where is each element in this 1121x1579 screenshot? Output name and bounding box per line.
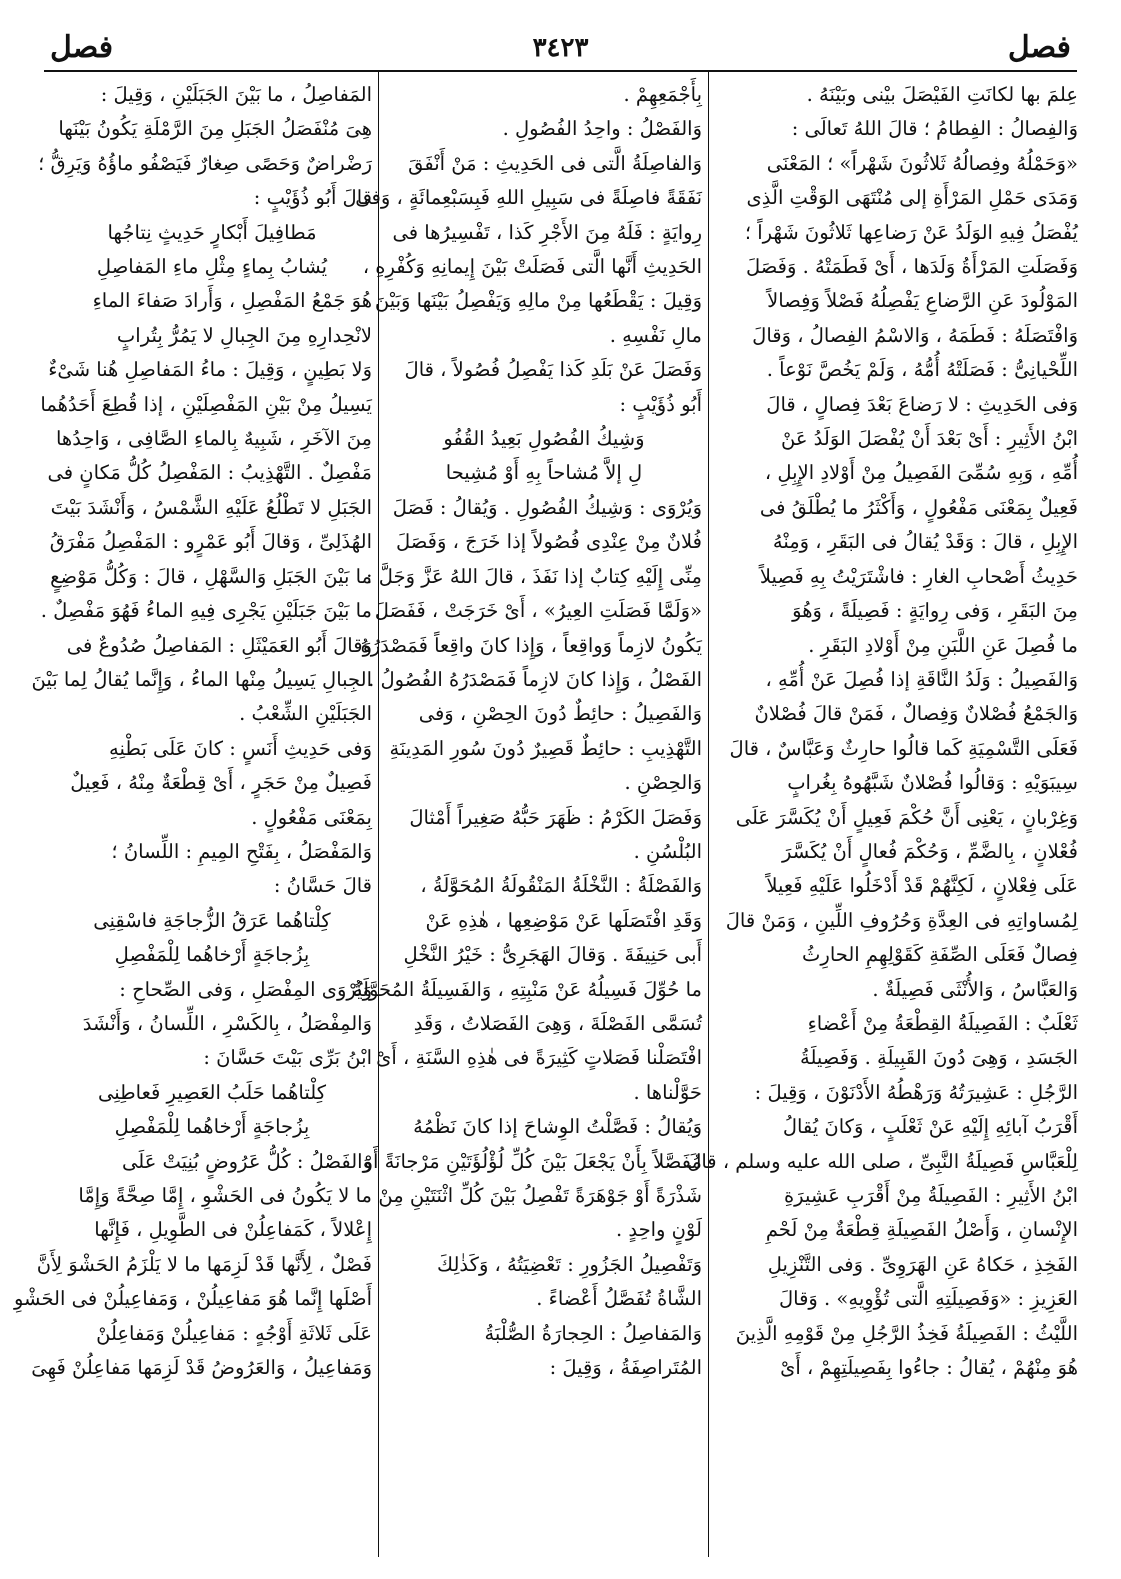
text-line: ابْنُ الأَثِيرِ : أَىْ بَعْدَ أَنْ يُفْصَلَ الوَلَدُ عَنْ <box>780 427 1078 451</box>
text-column-right <box>687 78 1078 1548</box>
text-line: فَصِيلٌ مِنْ حَجَرٍ ، أَىْ قِطْعَةٌ مِنْهُ ، فَعِيلٌ <box>70 771 372 795</box>
text-line: أَبُو ذُؤَيْبٍ : <box>619 392 702 416</box>
text-line: لِمُساواتِهِ فى العِدَّةِ وَحُرُوفِ اللِّينِ ، وَمَنْ قالَ <box>725 908 1078 932</box>
text-line: اللَّيْثُ : الفَصِيلَةُ فَخِذُ الرَّجُلِ مِنْ قَوْمِهِ الَّذِينَ <box>735 1321 1078 1345</box>
text-line: مُفَصَّلاً بِأَنْ يَجْعَلَ بَيْنَ كُلِّ لُؤْلُؤَتَيْنِ مَرْجانَةً أَوْ <box>363 1149 702 1173</box>
text-line: أَبى حَنِيفَةَ . وَقالَ الهَجَرِىُّ : خَيْرُ النَّخْلِ <box>403 943 702 967</box>
text-line: الإِنْسانِ ، وَأَصْلُ الفَصِيلَةِ قِطْعَةٌ مِنْ لَحْمِ <box>765 1218 1078 1242</box>
text-line: رَضْراضٌ وَحَصًى صِغارٌ فَيَصْفُو ماؤُهُ وَيَرِقُّ ؛ <box>38 151 372 175</box>
text-line: وَافْتَصَلَهُ : فَطَمَهُ ، وَالاسْمُ الفِصالُ ، وَقالَ <box>752 323 1078 347</box>
text-line: فَعِيلٌ بِمَعْنَى مَفْعُولٍ ، وَأَكْثَرُ ما يُطْلَقُ فى <box>759 495 1078 519</box>
text-line: وَيُقالُ : فَصَّلْتُ الوِشاحَ إذا كانَ نَظْمُهُ <box>413 1115 702 1139</box>
text-line: المُتَراصِفَةُ ، وَقِيلَ : <box>549 1356 702 1380</box>
text-line: وَالفاصِلَةُ الَّتى فى الحَدِيثِ : مَنْ أَنْفَقَ <box>408 151 702 175</box>
text-line: الفَصْلُ ، وَإِذا كانَ لازِماً فَمَصْدَرُهُ الفُصُولُ . <box>368 667 702 691</box>
text-line: إِعْلالاً ، كَمَفاعِلُنْ فى الطَّوِيلِ ، فَإِنَّها <box>94 1218 372 1242</box>
text-line: وَالفِصالُ : الفِطامُ ؛ قالَ اللهُ تَعالَى : <box>791 117 1078 141</box>
text-line: قالَ أَبُو ذُؤَيْبٍ : <box>253 186 372 210</box>
text-line: رِوايَةٍ : فَلَهُ مِنَ الأَجْرِ كَذا ، تَفْسِيرُها فى <box>392 220 702 244</box>
text-column-left <box>13 78 372 1548</box>
text-line: ما لا يَكُونُ فى الحَشْوِ ، إِمَّا صِحَّةً وَإِمَّا <box>78 1184 372 1207</box>
text-line: عَلَى فِعْلانٍ ، لَكِنَّهُمْ قَدْ أَدْخَلُوا عَلَيْهِ فَعِيلاً <box>766 874 1078 898</box>
text-line: مِنَ البَقَرِ ، وَفى رِوايَةٍ : فَصِيلَةً ، وَهُوَ <box>792 599 1078 623</box>
verse-line: بِزُجاجَةٍ أَرْخاهُما لِلْمَفْصِلِ <box>114 943 310 967</box>
text-line: عِلمَ بها لكانَتِ الفَيْصَلَ بيْنى وبَيْنَهُ . <box>806 83 1078 106</box>
text-line: افْتَصَلْنا فَصَلاتٍ كَثِيرَةً فى هٰذِهِ السَّنَةِ ، أَىْ <box>376 1046 702 1070</box>
text-line: وَفَصَلَ عَنْ بَلَدِ كَذا يَفْصِلُ فُصُولاً ، قالَ <box>404 358 702 382</box>
text-line: «وَحَمْلُهُ وفِصالُهُ ثَلاثُونَ شَهْراً» ؛ المَعْنَى <box>766 151 1078 175</box>
text-line: مِنِّى إِلَيْهِ كِتابٌ إذا نَفَذَ ، قالَ اللهُ عَزَّ وَجَلَّ : <box>366 564 702 588</box>
verse-line: لِ إلاَّ مُشاحاً بِهِ أَوْ مُشِيحا <box>445 461 643 485</box>
text-line: فُلانٌ مِنْ عِنْدِى فُصُولاً إذا خَرَجَ ، وَفَصَلَ <box>395 530 702 554</box>
text-line: وَالفَصِيلُ : وَلَدُ النَّاقَةِ إذا فُصِلَ عَنْ أُمِّهِ ، <box>765 667 1078 691</box>
text-line: لِلْعَبَّاسِ فَصِيلَةُ النَّبِىِّ ، صلى الله عليه وسلم ، قالَ <box>687 1149 1078 1173</box>
text-line: وَمَفاعِيلُ ، وَالعَرُوضُ قَدْ لَزِمَها مَفاعِلُنْ فَهِىَ <box>31 1356 372 1380</box>
text-line: العَزِيزِ : «وَفَصِيلَتِهِ الَّتى تُؤْوِيهِ» . وَقالَ <box>778 1287 1078 1311</box>
verse-line: وَشِيكُ الفُصُولِ بَعِيدُ القُفُو <box>443 427 645 451</box>
text-line: وَقِيلَ : يَقْطَعُها مِنْ مالِهِ وَيَفْصِلُ بَيْنَها وَبَيْنَ <box>374 289 702 313</box>
verse-line: بِزُجاجَةٍ أَرْخاهُما لِلْمَفْصِلِ <box>114 1115 310 1139</box>
text-line: المَوْلُودَ عَنِ الرَّضاعِ يَفْصِلُهُ فَصْلاً وَفِصالاً <box>767 289 1078 313</box>
text-line: وَفَصَلَتِ المَرْأَةُ وَلَدَها ، أَىْ فَطَمَتْهُ . وَفَصَلَ <box>745 255 1078 279</box>
text-line: لانْحِدارِهِ مِنَ الجِبالِ لا يَمُرُّ بِتُرابٍ <box>116 323 372 347</box>
text-line: وَالعَبَّاسُ ، وَالأُنْثَى فَصِيلَةٌ . <box>872 977 1078 1001</box>
text-line: بِأَجْمَعِهِمْ . <box>623 83 702 106</box>
text-line: البُلْسُنِ . <box>633 839 702 863</box>
text-line: يُفْصَلُ فِيهِ الوَلَدُ عَنْ رَضاعِها ثَلاثُونَ شَهْراً ؛ <box>744 220 1078 244</box>
text-line: وَمَدَى حَمْلِ المَرْأَةِ إلى مُنْتَهَى الوَقْتِ الَّذِى <box>746 186 1078 210</box>
header-entry-word-right: فصل <box>1007 30 1071 65</box>
text-line: تُسَمَّى الفَصْلَةَ ، وَهِىَ الفَصَلاتُ ، وَقَدِ <box>413 1011 702 1035</box>
text-line: الهُذَلِىِّ ، وَقالَ أَبُو عَمْرٍو : المَفْصِلُ مَفْرَقُ <box>49 530 372 554</box>
text-line: سِيبَوَيْهِ : وَقالُوا فُصْلانٌ شَبَّهُوهُ بِغُرابٍ <box>787 771 1078 795</box>
text-line: وَالمَفْصَلُ ، بِفَتْحِ المِيمِ : اللِّسانُ ؛ <box>111 839 372 863</box>
text-line: وَالفَصْلَةُ : النَّخْلَةُ المَنْقُولَةُ المُحَوَّلَةُ ، <box>420 874 702 898</box>
header-entry-word-left: فصل <box>50 30 114 65</box>
text-line: فُعْلانٍ ، بِالضَّمِّ ، وَحُكْمَ فُعالٍ أَنْ يُكَسَّرَ <box>781 839 1078 863</box>
text-line: الفَخِذِ ، حَكاهُ عَنِ الهَرَوِىِّ . وَفى التَّنْزِيلِ <box>767 1252 1078 1276</box>
verse-line: مَطافِيلَ أَبْكارٍ حَدِيثٍ نِتاجُها <box>107 220 317 244</box>
text-column-middle <box>352 78 702 1548</box>
text-line: يَكُونُ لازِماً وَواقِعاً ، وَإِذا كانَ واقِعاً فَمَصْدَرُهُ <box>360 633 702 657</box>
text-line: بِمَعْنَى مَفْعُولٍ . <box>251 805 372 829</box>
text-line: الجَبَلِ لا تَطْلُعُ عَلَيْهِ الشَّمْسُ ، وَأَنْشَدَ بَيْتَ <box>50 495 372 519</box>
text-line: «وَلَمَّا فَصَلَتِ العِيرُ» ، أَىْ خَرَجَتْ ، فَفَصَلَ <box>374 599 702 623</box>
text-line: أُمِّهِ ، وَبِهِ سُمِّىَ الفَصِيلُ مِنْ أَوْلادِ الإِبِلِ ، <box>764 461 1078 485</box>
text-line: وَلا بَطِينٍ ، وَقِيلَ : ماءُ المَفاصِلِ هُنا شَىْءٌ <box>48 358 372 382</box>
text-line: هُوَ مِنْهُمْ ، يُقالُ : جاءُوا بِفَصِيلَتِهِمْ ، أَىْ <box>780 1356 1078 1380</box>
page-number: ٣٤٢٣ <box>532 33 589 63</box>
text-line: مَفْصِلٌ . التَّهْذِيبُ : المَفْصِلُ كُلُّ مَكانٍ فى <box>47 461 372 485</box>
text-line: وَالجَمْعُ فُصْلانٌ وَفِصالٌ ، فَمَنْ قالَ فُصْلانٌ <box>754 702 1078 726</box>
text-line: وَقالَ أَبُو العَمَيْثَلِ : المَفاصِلُ صُدُوعٌ فى <box>66 633 372 657</box>
text-line: ما فُصِلَ عَنِ اللَّبَنِ مِنْ أَوْلادِ البَقَرِ . <box>808 633 1078 657</box>
text-line: نَفَقَةً فاصِلَةً فى سَبِيلِ اللهِ فَبِسَبْعِمائَةٍ ، وَفى <box>355 186 702 210</box>
verse-line: كِلْتاهُما حَلَبُ العَصِيرِ فَعاطِنِى <box>98 1080 326 1104</box>
text-line: الجَسَدِ ، وَهِىَ دُونَ القَبِيلَةِ . وَفَصِيلَةُ <box>800 1046 1078 1070</box>
column-divider <box>708 72 709 1557</box>
text-line: الحَدِيثِ أَنَّها الَّتى فَصَلَتْ بَيْنَ إِيمانِهِ وَكُفْرِهِ ، <box>362 255 702 279</box>
text-line: قالَ حَسَّانُ : <box>273 874 372 898</box>
text-line: الجِبالِ يَسِيلُ مِنْها الماءُ ، وَإِنَّما يُقالُ لِما بَيْنَ <box>31 667 372 691</box>
verse-line: يُشابُ بِماءٍ مِثْلِ ماءِ المَفاصِلِ <box>96 255 328 279</box>
text-line: وَفَصَلَ الكَرْمُ : ظَهَرَ حَبُّهُ صَغِيراً أَمْثالَ <box>409 805 702 829</box>
text-line: وَقَدِ افْتَصَلَها عَنْ مَوْضِعِها ، هٰذِهِ عَنْ <box>425 908 702 932</box>
text-line: وَيُرْوَى المِفْصَلِ ، وَفى الصِّحاحِ : <box>119 977 372 1001</box>
text-line: الشَّاةُ تُفَصَّلُ أَعْضاءً . <box>536 1287 702 1311</box>
text-line: ثَعْلَبٌ : الفَصِيلَةُ القِطْعَةُ مِنْ أَعْضاءِ <box>807 1011 1078 1035</box>
text-line: حَوَّلْناها . <box>633 1080 702 1104</box>
header-rule <box>44 70 1077 72</box>
text-line: وَالفَصْلُ : كُلُّ عَرُوضٍ بُنِيَتْ عَلَى <box>121 1149 372 1173</box>
text-line: التَّهْذِيبِ : حائِطٌ قَصِيرٌ دُونَ سُورِ المَدِينَةِ <box>389 736 702 760</box>
text-line: الجَبَلَيْنِ الشِّعْبُ . <box>239 702 372 726</box>
text-line: أَصْلَها إِنَّما هُوَ مَفاعِيلُنْ ، وَمَفاعِيلُنْ فى الحَشْوِ <box>13 1287 372 1311</box>
text-line: وَيُرْوَى : وَشِيكُ الفُصُولِ . وَيُقالُ : فَصَلَ <box>392 495 702 519</box>
text-line: يَسِيلُ مِنْ بَيْنِ المَفْصِلَيْنِ ، إذا قُطِعَ أَحَدُهُما <box>40 392 372 416</box>
verse-line: كِلْتاهُما عَرَقُ الزُّجاجَةِ فاسْقِنِى <box>93 908 331 932</box>
running-head <box>44 28 1077 68</box>
text-line: فَعَلَى التَّسْمِيَةِ كَما قالُوا حارِثٌ وَعَبَّاسٌ ، قالَ <box>729 736 1078 760</box>
text-line: حَدِيثُ أَصْحابِ الغارِ : فاشْتَرَيْتُ بِهِ فَصِيلاً <box>759 564 1078 588</box>
text-line: وَالحِصْنِ . <box>624 771 702 795</box>
text-line: فِصالٌ فَعَلَى الصِّفَةِ كَقَوْلِهِمِ الحارِثُ <box>802 943 1078 967</box>
text-line: هِىَ مُنْفَصَلُ الجَبَلِ مِنَ الرَّمْلَةِ يَكُونُ بَيْنَها <box>58 117 372 141</box>
text-line: لَوْنٍ واحِدٍ . <box>615 1218 702 1242</box>
text-line: اللِّحْيانِىُّ : فَصَلَتْهُ أُمُّهُ ، وَلَمْ يَخُصَّ نَوْعاً . <box>766 358 1078 382</box>
text-line: وَفى حَدِيثِ أَنَسٍ : كانَ عَلَى بَطْنِهِ <box>109 736 372 760</box>
text-line: هُوَ جَمْعُ المَفْصِلِ ، وَأَرادَ صَفاءَ الماءِ <box>92 289 372 313</box>
text-line: ما بَيْنَ الجَبَلِ وَالسَّهْلِ ، قالَ : وَكُلُّ مَوْضِعٍ <box>50 564 372 588</box>
text-line: ما بَيْنَ جَبَلَيْنِ يَجْرِى فِيهِ الماءُ فَهُوَ مَفْصِلٌ . <box>40 599 372 623</box>
text-line: الرَّجُلِ : عَشِيرَتُهُ وَرَهْطُهُ الأَدْنَوْنَ ، وَقِيلَ : <box>754 1080 1078 1104</box>
text-line: وَتَفْصِيلُ الجَزُورِ : تَعْضِيَتُهُ ، وَكَذٰلِكَ <box>437 1252 702 1276</box>
text-line: ما حُوِّلَ فَسِيلُهُ عَنْ مَنْبِتِهِ ، وَالفَسِيلَةُ المُحَوَّلَةُ <box>352 977 702 1001</box>
text-line: وَالفَصْلُ : واحِدُ الفُصُولِ . <box>502 117 702 141</box>
text-line: وَالمِفْصَلُ ، بِالكَسْرِ ، اللِّسانُ ، وَأَنْشَدَ <box>82 1011 372 1035</box>
text-line: شَذْرَةً أَوْ جَوْهَرَةً تَفْصِلُ بَيْنَ كُلِّ اثْنَتَيْنِ مِنْ <box>378 1184 702 1207</box>
text-line: ابْنُ بَرِّى بَيْتَ حَسَّانَ : <box>203 1046 372 1070</box>
text-line: مِنَ الآخَرِ ، شَبِيهٌ بِالماءِ الصَّافِى ، وَاحِدُها <box>55 427 372 451</box>
text-line: أَقْرَبُ آبائِهِ إِلَيْهِ عَنْ ثَعْلَبٍ ، وَكانَ يُقالُ <box>782 1115 1078 1139</box>
text-line: عَلَى ثَلاثَةِ أَوْجُهٍ : مَفاعِيلُنْ وَمَفاعِلُنْ <box>96 1321 372 1345</box>
text-line: فَصْلٌ ، لِأَنَّها قَدْ لَزِمَها ما لا يَلْزَمُ الحَشْوَ لِأَنَّ <box>36 1252 372 1276</box>
text-line: وَالمَفاصِلُ : الحِجارَةُ الصُّلْبَةُ <box>484 1321 702 1345</box>
text-line: وَالفَصِيلُ : حائِطٌ دُونَ الحِصْنِ ، وَفى <box>418 702 702 726</box>
text-line: وَغِرْبانٍ ، يَعْنِى أَنَّ حُكْمَ فَعِيلٍ أَنْ يُكَسَّرَ عَلَى <box>735 805 1078 829</box>
text-line: المَفاصِلُ ، ما بَيْنَ الجَبَلَيْنِ ، وَقِيلَ : <box>100 83 372 106</box>
text-line: ابْنُ الأَثِيرِ : الفَصِيلَةُ مِنْ أَقْرَبِ عَشِيرَةِ <box>783 1184 1078 1207</box>
text-line: وَفى الحَدِيثِ : لا رَضاعَ بَعْدَ فِصالٍ ، قالَ <box>766 392 1078 416</box>
text-line: الإِبِلِ ، قالَ : وَقَدْ يُقالُ فى البَقَرِ ، وَمِنْهُ <box>772 530 1078 554</box>
text-line: مالِ نَفْسِهِ . <box>609 323 702 347</box>
